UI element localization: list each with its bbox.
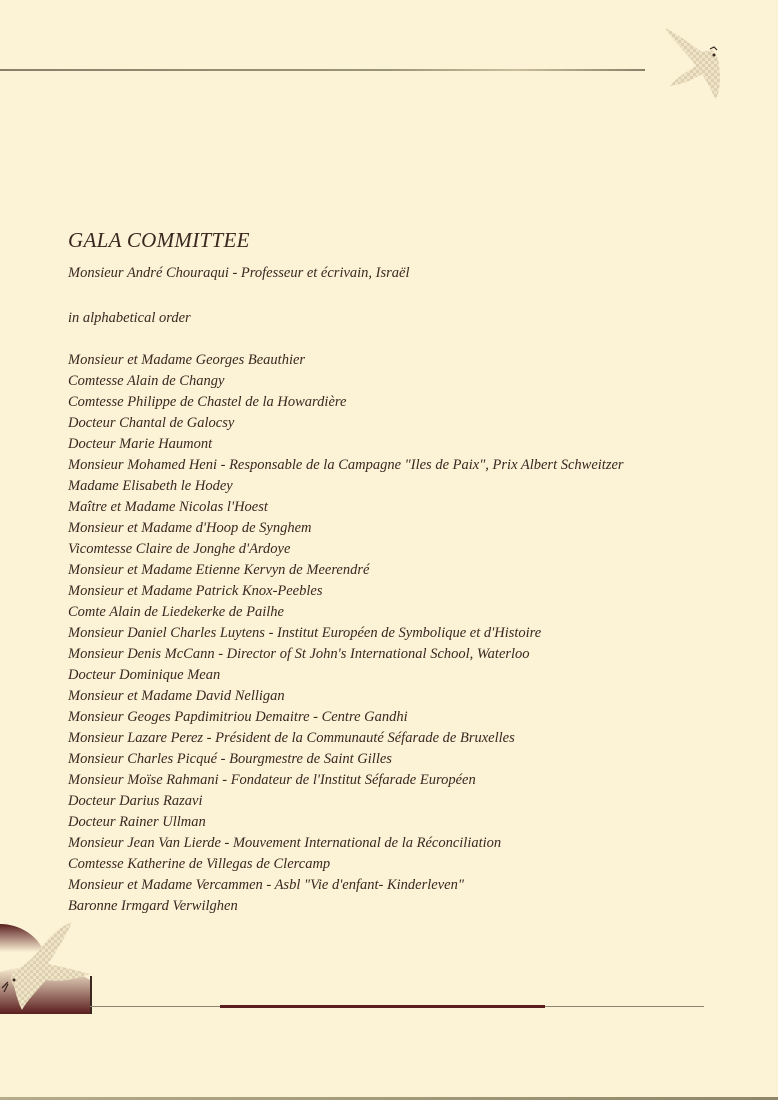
committee-member: Comtesse Philippe de Chastel de la Howardière (68, 394, 347, 410)
committee-member: Baronne Irmgard Verwilghen (68, 898, 238, 914)
committee-member: Monsieur Charles Picqué - Bourgmestre de Saint Gilles (68, 751, 392, 767)
committee-member: Monsieur Jean Van Lierde - Mouvement International de la Réconciliation (68, 835, 502, 851)
bottom-rule-accent (220, 1005, 545, 1008)
order-note: in alphabetical order (68, 310, 191, 326)
committee-member: Monsieur et Madame Vercammen - Asbl "Vie d'enfant- Kinderleven" (68, 877, 464, 893)
committee-member: Madame Elisabeth le Hodey (68, 478, 233, 494)
dove-icon (660, 22, 730, 102)
committee-member-list (68, 350, 624, 917)
committee-member: Comte Alain de Liedekerke de Pailhe (68, 604, 284, 620)
committee-member: Monsieur Daniel Charles Luytens - Institut Européen de Symbolique et d'Histoire (68, 625, 542, 641)
committee-member: Docteur Darius Razavi (68, 793, 203, 809)
committee-member: Monsieur Lazare Perez - Président de la Communauté Séfarade de Bruxelles (68, 730, 515, 746)
page-title: GALA COMMITTEE (68, 228, 250, 252)
committee-member: Monsieur et Madame David Nelligan (68, 688, 285, 704)
committee-member: Monsieur Geoges Papdimitriou Demaitre - Centre Gandhi (68, 709, 408, 725)
committee-member: Docteur Marie Haumont (68, 436, 213, 452)
committee-member: Comtesse Alain de Changy (68, 373, 225, 389)
committee-member: Monsieur et Madame d'Hoop de Synghem (68, 520, 312, 536)
committee-member: Docteur Rainer Ullman (68, 814, 206, 830)
committee-member: Monsieur et Madame Etienne Kervyn de Meerendré (68, 562, 370, 578)
committee-member: Docteur Chantal de Galocsy (68, 415, 235, 431)
committee-member: Maître et Madame Nicolas l'Hoest (68, 499, 268, 515)
committee-member: Monsieur et Madame Georges Beauthier (68, 352, 306, 368)
committee-member: Docteur Dominique Mean (68, 667, 221, 683)
honorary-member: Monsieur André Chouraqui - Professeur et écrivain, Israël (68, 265, 410, 281)
committee-member: Monsieur Moïse Rahmani - Fondateur de l'Institut Séfarade Européen (68, 772, 476, 788)
committee-member: Monsieur et Madame Patrick Knox-Peebles (68, 583, 323, 599)
committee-member: Comtesse Katherine de Villegas de Clercamp (68, 856, 331, 872)
dove-with-olive-branch-icon (0, 922, 92, 1014)
committee-member: Monsieur Mohamed Heni - Responsable de la Campagne "Iles de Paix", Prix Albert Schweitzer (68, 457, 624, 473)
top-rule (0, 69, 645, 71)
committee-member: Monsieur Denis McCann - Director of St John's International School, Waterloo (68, 646, 530, 662)
committee-member: Vicomtesse Claire de Jonghe d'Ardoye (68, 541, 291, 557)
